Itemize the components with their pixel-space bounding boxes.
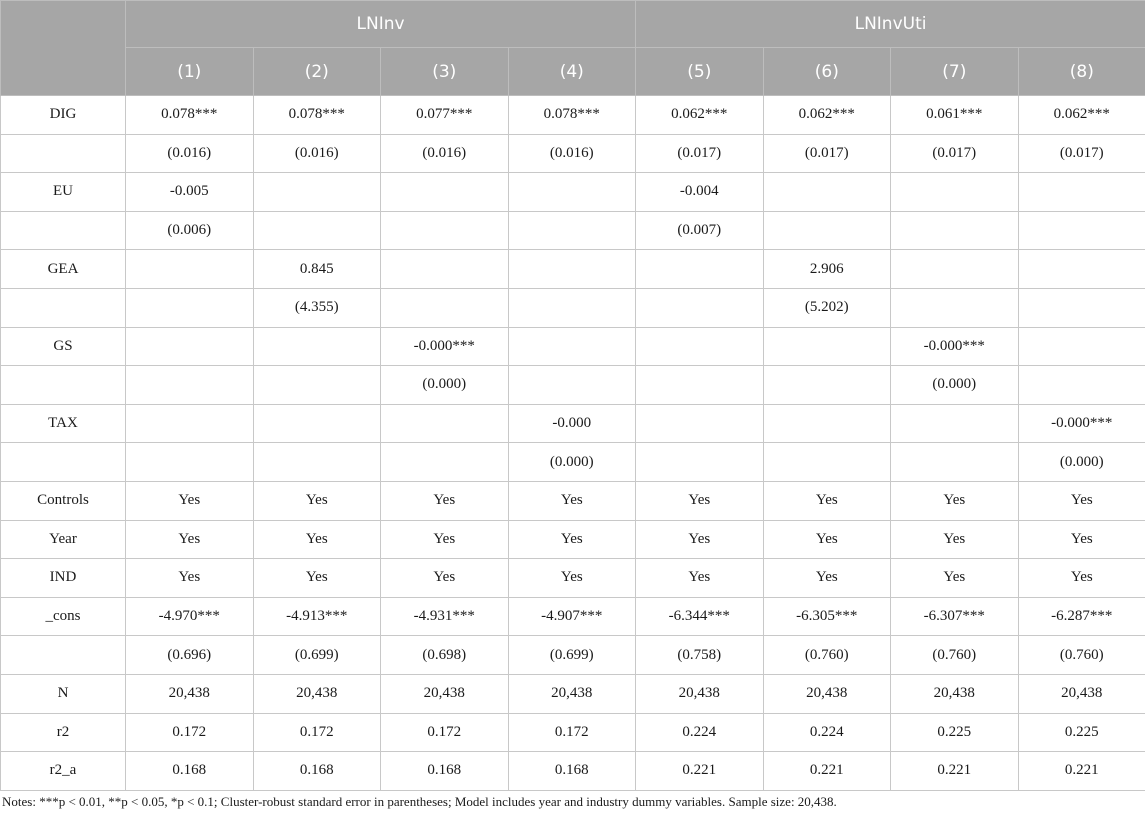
- table-cell: (0.758): [636, 636, 764, 675]
- table-cell: (0.000): [381, 366, 509, 405]
- table-cell: (0.016): [508, 134, 636, 173]
- table-cell: -0.005: [126, 173, 254, 212]
- table-row: [1, 752, 1145, 791]
- table-cell: 20,438: [126, 674, 254, 713]
- table-cell: 0.168: [253, 752, 381, 791]
- table-cell: [763, 173, 891, 212]
- table-row: [1, 404, 1145, 443]
- table-cell: 20,438: [891, 674, 1019, 713]
- row-label: [1, 211, 126, 250]
- column-header: (3): [381, 48, 509, 96]
- table-cell: -4.913***: [253, 597, 381, 636]
- table-cell: 0.078***: [253, 96, 381, 135]
- table-cell: (0.016): [253, 134, 381, 173]
- table-cell: (0.698): [381, 636, 509, 675]
- table-cell: 0.221: [1018, 752, 1145, 791]
- table-cell: [891, 404, 1019, 443]
- table-cell: [508, 327, 636, 366]
- row-label: TAX: [1, 404, 126, 443]
- table-cell: [1018, 211, 1145, 250]
- table-cell: [891, 250, 1019, 289]
- table-cell: Yes: [636, 520, 764, 559]
- table-cell: 0.221: [763, 752, 891, 791]
- table-cell: [126, 443, 254, 482]
- table-cell: 0.077***: [381, 96, 509, 135]
- table-cell: [253, 366, 381, 405]
- table-cell: (0.000): [508, 443, 636, 482]
- table-cell: [381, 443, 509, 482]
- table-cell: Yes: [253, 559, 381, 598]
- table-cell: [253, 443, 381, 482]
- table-cell: [508, 366, 636, 405]
- table-cell: (0.017): [636, 134, 764, 173]
- table-row: [1, 636, 1145, 675]
- table-cell: 0.225: [1018, 713, 1145, 752]
- table-cell: [381, 404, 509, 443]
- table-cell: -0.004: [636, 173, 764, 212]
- table-cell: [126, 327, 254, 366]
- table-cell: [253, 327, 381, 366]
- table-cell: Yes: [1018, 481, 1145, 520]
- table-cell: (0.760): [1018, 636, 1145, 675]
- table-cell: (0.007): [636, 211, 764, 250]
- table-row: [1, 366, 1145, 405]
- table-cell: (0.016): [126, 134, 254, 173]
- table-cell: 0.221: [891, 752, 1019, 791]
- table-cell: (0.016): [381, 134, 509, 173]
- row-label: [1, 288, 126, 327]
- table-row: [1, 288, 1145, 327]
- table-cell: 0.172: [508, 713, 636, 752]
- table-cell: 0.078***: [508, 96, 636, 135]
- table-cell: 0.078***: [126, 96, 254, 135]
- table-cell: 0.172: [381, 713, 509, 752]
- table-cell: (0.760): [891, 636, 1019, 675]
- table-cell: 2.906: [763, 250, 891, 289]
- row-label: [1, 134, 126, 173]
- table-cell: (0.006): [126, 211, 254, 250]
- table-cell: (0.000): [891, 366, 1019, 405]
- table-cell: [636, 443, 764, 482]
- table-cell: Yes: [126, 520, 254, 559]
- column-header: (6): [763, 48, 891, 96]
- table-cell: -0.000***: [381, 327, 509, 366]
- table-cell: Yes: [891, 481, 1019, 520]
- table-row: [1, 173, 1145, 212]
- table-cell: [891, 173, 1019, 212]
- table-cell: 0.061***: [891, 96, 1019, 135]
- table-row: [1, 674, 1145, 713]
- table-cell: [636, 288, 764, 327]
- table-cell: [381, 173, 509, 212]
- table-cell: Yes: [891, 559, 1019, 598]
- table-cell: Yes: [508, 559, 636, 598]
- table-cell: [1018, 366, 1145, 405]
- table-cell: -4.907***: [508, 597, 636, 636]
- column-header: (5): [636, 48, 764, 96]
- table-row: [1, 211, 1145, 250]
- table-cell: [381, 211, 509, 250]
- table-cell: (0.017): [763, 134, 891, 173]
- row-label: EU: [1, 173, 126, 212]
- table-cell: Yes: [1018, 559, 1145, 598]
- table-cell: 20,438: [1018, 674, 1145, 713]
- table-cell: [1018, 288, 1145, 327]
- header-column-row: [1, 48, 1145, 96]
- table-row: [1, 597, 1145, 636]
- table-cell: 0.168: [381, 752, 509, 791]
- table-cell: 0.062***: [763, 96, 891, 135]
- table-cell: [1018, 327, 1145, 366]
- table-cell: 20,438: [763, 674, 891, 713]
- table-header: [1, 1, 1145, 96]
- table-row: [1, 481, 1145, 520]
- table-cell: Yes: [126, 481, 254, 520]
- table-cell: [891, 443, 1019, 482]
- table-cell: 0.172: [126, 713, 254, 752]
- table-cell: [636, 366, 764, 405]
- table-cell: -4.970***: [126, 597, 254, 636]
- table-cell: Yes: [1018, 520, 1145, 559]
- table-cell: -0.000***: [1018, 404, 1145, 443]
- table-cell: [381, 288, 509, 327]
- table-cell: 0.224: [763, 713, 891, 752]
- table-cell: (4.355): [253, 288, 381, 327]
- table-cell: -6.305***: [763, 597, 891, 636]
- table-cell: Yes: [763, 520, 891, 559]
- table-body: [1, 96, 1145, 791]
- table-cell: -0.000***: [891, 327, 1019, 366]
- row-label: N: [1, 674, 126, 713]
- table-cell: (5.202): [763, 288, 891, 327]
- row-label: [1, 366, 126, 405]
- table-cell: 20,438: [381, 674, 509, 713]
- row-label: r2: [1, 713, 126, 752]
- table-cell: [253, 211, 381, 250]
- table-cell: [636, 327, 764, 366]
- table-cell: Yes: [763, 559, 891, 598]
- table-cell: [126, 250, 254, 289]
- table-cell: Yes: [126, 559, 254, 598]
- row-label: Year: [1, 520, 126, 559]
- table-cell: 0.225: [891, 713, 1019, 752]
- table-cell: 0.224: [636, 713, 764, 752]
- table-row: [1, 96, 1145, 135]
- group-header-lninv: LNInv: [126, 1, 636, 48]
- table-cell: [126, 288, 254, 327]
- row-label: [1, 443, 126, 482]
- table-cell: [508, 250, 636, 289]
- table-cell: Yes: [253, 481, 381, 520]
- table-row: [1, 134, 1145, 173]
- table-cell: Yes: [636, 559, 764, 598]
- table-row: [1, 250, 1145, 289]
- table-cell: [126, 366, 254, 405]
- table-cell: -4.931***: [381, 597, 509, 636]
- table-cell: (0.699): [253, 636, 381, 675]
- table-cell: Yes: [508, 520, 636, 559]
- row-label: _cons: [1, 597, 126, 636]
- table-cell: -6.344***: [636, 597, 764, 636]
- table-cell: [763, 211, 891, 250]
- table-cell: [1018, 173, 1145, 212]
- table-cell: Yes: [381, 559, 509, 598]
- table-cell: -6.307***: [891, 597, 1019, 636]
- table-cell: (0.017): [1018, 134, 1145, 173]
- column-header: (4): [508, 48, 636, 96]
- table-cell: Yes: [381, 481, 509, 520]
- row-label: r2_a: [1, 752, 126, 791]
- table-row: [1, 327, 1145, 366]
- table-cell: [763, 404, 891, 443]
- table-notes: Notes: ***p < 0.01, **p < 0.05, *p < 0.1; Cluster-robust standard error in parentheses; Model includes year and industry dummy variables. Sample size: 20,438.: [2, 794, 837, 809]
- table-cell: Yes: [891, 520, 1019, 559]
- table-cell: Yes: [253, 520, 381, 559]
- table-cell: [508, 288, 636, 327]
- table-cell: [891, 211, 1019, 250]
- header-corner-cell: [1, 1, 126, 96]
- column-header: (8): [1018, 48, 1145, 96]
- header-group-row: [1, 1, 1145, 48]
- table-cell: Yes: [508, 481, 636, 520]
- table-cell: (0.017): [891, 134, 1019, 173]
- table-row: [1, 713, 1145, 752]
- table-cell: 20,438: [253, 674, 381, 713]
- group-header-lninvuti: LNInvUti: [636, 1, 1145, 48]
- table-cell: 0.845: [253, 250, 381, 289]
- table-cell: [126, 404, 254, 443]
- table-cell: -0.000: [508, 404, 636, 443]
- table-cell: (0.760): [763, 636, 891, 675]
- table-cell: [1018, 250, 1145, 289]
- column-header: (7): [891, 48, 1019, 96]
- row-label: Controls: [1, 481, 126, 520]
- row-label: IND: [1, 559, 126, 598]
- row-label: [1, 636, 126, 675]
- table-row: [1, 520, 1145, 559]
- table-cell: [891, 288, 1019, 327]
- table-row: [1, 559, 1145, 598]
- table-cell: 0.062***: [1018, 96, 1145, 135]
- row-label: GS: [1, 327, 126, 366]
- table-cell: [636, 404, 764, 443]
- table-cell: 0.168: [126, 752, 254, 791]
- table-cell: [381, 250, 509, 289]
- table-cell: [508, 173, 636, 212]
- row-label: GEA: [1, 250, 126, 289]
- table-row: [1, 443, 1145, 482]
- table-cell: (0.696): [126, 636, 254, 675]
- column-header: (1): [126, 48, 254, 96]
- table-cell: (0.000): [1018, 443, 1145, 482]
- row-label: DIG: [1, 96, 126, 135]
- table-cell: (0.699): [508, 636, 636, 675]
- table-cell: 0.168: [508, 752, 636, 791]
- table-cell: 0.062***: [636, 96, 764, 135]
- table-cell: [508, 211, 636, 250]
- table-cell: [253, 404, 381, 443]
- table-cell: [763, 366, 891, 405]
- table-cell: -6.287***: [1018, 597, 1145, 636]
- table-cell: Yes: [636, 481, 764, 520]
- table-cell: 20,438: [636, 674, 764, 713]
- table-cell: [763, 327, 891, 366]
- table-cell: 0.221: [636, 752, 764, 791]
- column-header: (2): [253, 48, 381, 96]
- table-cell: Yes: [381, 520, 509, 559]
- table-cell: [253, 173, 381, 212]
- table-cell: 0.172: [253, 713, 381, 752]
- table-cell: Yes: [763, 481, 891, 520]
- table-cell: [763, 443, 891, 482]
- table-cell: 20,438: [508, 674, 636, 713]
- table-cell: [636, 250, 764, 289]
